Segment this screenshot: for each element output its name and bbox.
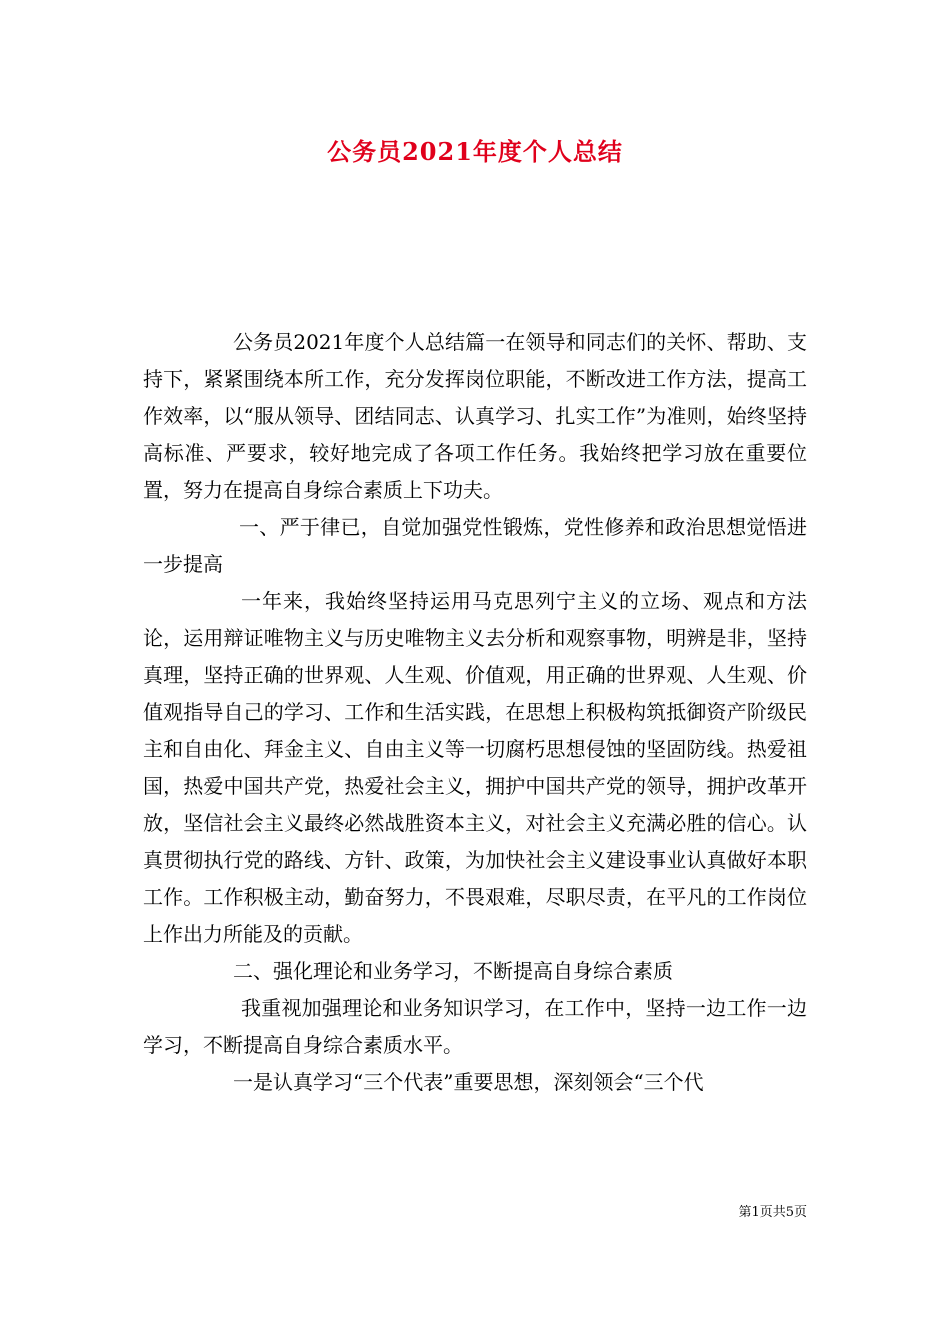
paragraph-section-2: 我重视加强理论和业务知识学习，在工作中，坚持一边工作一边学习，不断提高自身综合素质水平。 <box>143 996 807 1057</box>
page-number: 第1页共5页 <box>738 1205 807 1220</box>
section-heading-2: 二、强化理论和业务学习，不断提高自身综合素质 <box>233 959 673 983</box>
paragraph-point-1: 一是认真学习“三个代表”重要思想，深刻领会“三个代 <box>233 1070 704 1094</box>
document-title: 公务员2021年度个人总结 <box>327 137 623 166</box>
section-heading-1: 一、严于律已，自觉加强党性锻炼，党性修养和政治思想觉悟进一步提高 <box>143 515 807 576</box>
paragraph-intro: 公务员2021年度个人总结篇一在领导和同志们的关怀、帮助、支持下，紧紧围绕本所工作，充分发挥岗位职能，不断改进工作方法，提高工作效率，以“服从领导、团结同志、认真学习、扎实工作”为准则，始终坚持高标准、严要求，较好地完成了各项工作任务。我始终把学习放在重要位置，努力在提高自身综合素质上下功夫。 <box>143 330 807 502</box>
paragraph-section-1: 一年来，我始终坚持运用马克思列宁主义的立场、观点和方法论，运用辩证唯物主义与历史唯物主义去分析和观察事物，明辨是非，坚持真理，坚持正确的世界观、人生观、价值观，用正确的世界观、人生观、价值观指导自己的学习、工作和生活实践，在思想上积极构筑抵御资产阶级民主和自由化、拜金主义、自由主义等一切腐朽思想侵蚀的坚固防线。热爱祖国，热爱中国共产党，热爱社会主义，拥护中国共产党的领导，拥护改革开放，坚信社会主义最终必然战胜资本主义，对社会主义充满必胜的信心。认真贯彻执行党的路线、方针、政策，为加快社会主义建设事业认真做好本职工作。工作积极主动，勤奋努力，不畏艰难，尽职尽责，在平凡的工作岗位上作出力所能及的贡献。 <box>143 589 807 946</box>
document-body <box>143 324 807 1101</box>
